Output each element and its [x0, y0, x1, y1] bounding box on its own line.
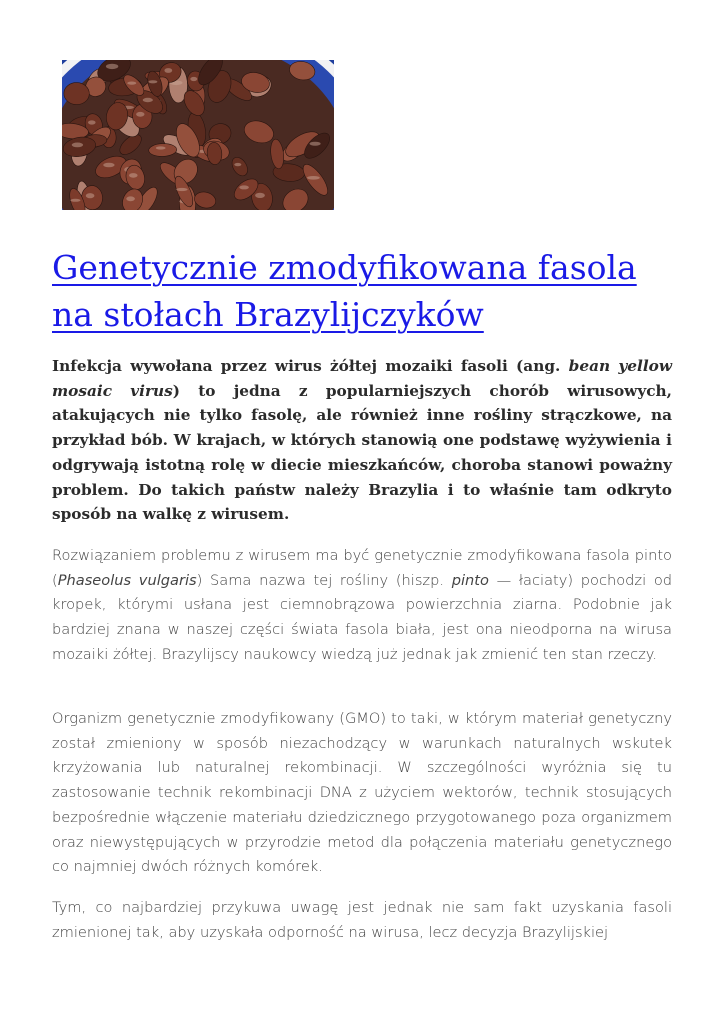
article-lead: Infekcja wywołana przez wirus żółtej mozaiki fasoli (ang. bean yellow mosaic virus) to jedna z popularniejszych chorób wirusowych, atakujących nie tylko fasolę, ale również inne rośliny strączkowe, na przykład bób. W krajach, w których stanowią one podstawę wyżywienia i odgrywają istotną rolę w diecie mieszkańców, choroba stanowi poważny problem. Do takich państw należy Brazylia i to właśnie tam odkryto sposób na walkę z wirusem. — [52, 357, 673, 524]
bean-bowl-photo — [62, 60, 334, 210]
article-title[interactable]: Genetycznie zmodyfikowana fasola na stołach Brazylijczyków — [52, 248, 637, 334]
paragraph-2: Organizm genetycznie zmodyfikowany (GMO) to taki, w którym materiał genetyczny został zmieniony w sposób niezachodzący w warunkach naturalnych wskutek krzyżowania lub naturalnej rekombinacji. W szczególności wyróżnia się tu zastosowanie technik rekombinacji DNA z użyciem wektorów, technik stosujących bezpośrednie włączenie materiału dziedzicznego przygotowanego poza organizmem oraz niewystępujących w przyrodzie metod dla połączenia materiału genetycznego co najmniej dwóch różnych komórek. — [52, 710, 672, 876]
paragraph-3: Tym, co najbardziej przykuwa uwagę jest jednak nie sam fakt uzyskania fasoli zmienionej tak, aby uzyskała odporność na wirusa, lecz decyzja Brazylijskiej — [52, 899, 672, 941]
paragraph-1: Rozwiązaniem problemu z wirusem ma być genetycznie zmodyfikowana fasola pinto (Phaseolus vulgaris) Sama nazwa tej rośliny (hiszp. pinto — łaciaty) pochodzi od kropek, którymi usłana jest ciemnobrązowa powierzchnia ziarna. Podobnie jak bardziej znana w naszej części świata fasola biała, jest ona nieodporna na wirusa mozaiki żółtej. Brazylijscy naukowcy wiedzą już jednak jak zmienić ten stan rzeczy. — [52, 547, 673, 663]
